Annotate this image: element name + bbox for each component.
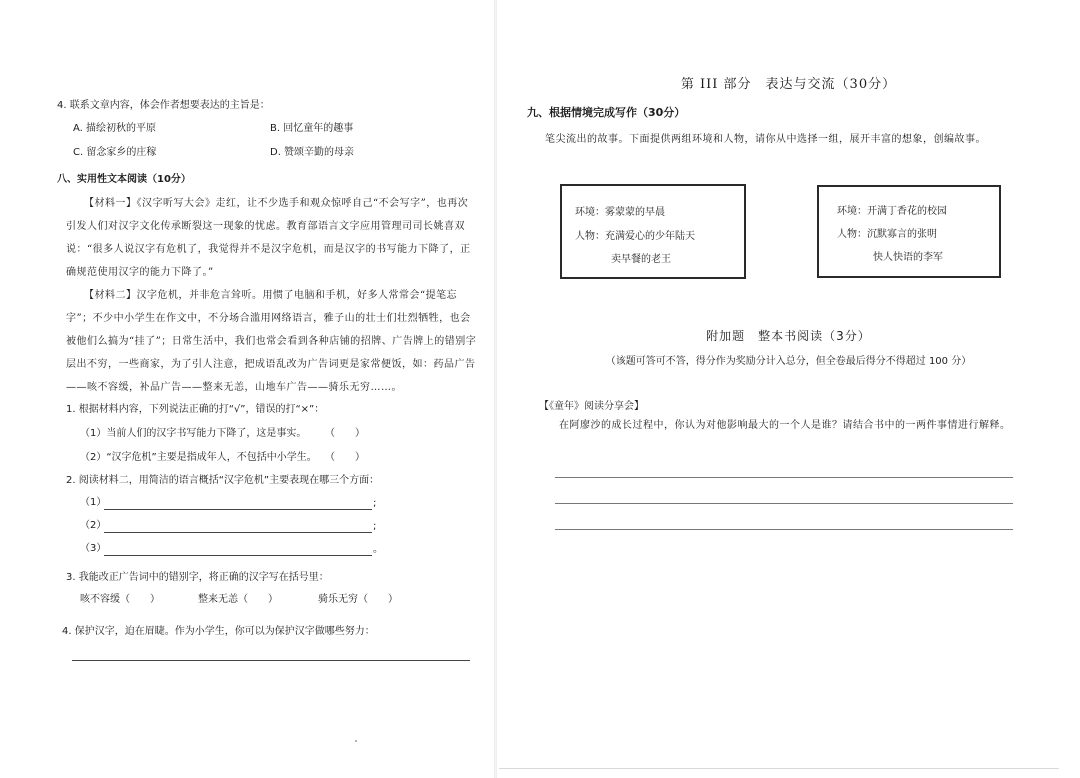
answer-line[interactable] — [104, 532, 372, 533]
scan-edge — [499, 768, 1059, 769]
bonus-subtitle: 【《童年》阅读分享会】 — [539, 401, 644, 412]
question-stem: 2. 阅读材料二，用简洁的语言概括“汉字危机”主要表现在哪三个方面： — [66, 475, 380, 486]
question-stem: 4. 联系文章内容，体会作者想要表达的主旨是： — [57, 100, 270, 111]
correction-item[interactable]: 骑乐无穷（ ） — [318, 594, 398, 605]
judge-item: （1）当前人们的汉字书写能力下降了，这是事实。 — [80, 428, 307, 439]
blank-end: ; — [373, 521, 377, 532]
correction-item[interactable]: 咳不容缓（ ） — [80, 594, 160, 605]
left-page — [0, 0, 495, 778]
answer-bracket[interactable]: （ ） — [325, 428, 365, 439]
section-heading: 九、根据情境完成写作（30分） — [527, 106, 686, 119]
judge-item: （2）“汉字危机”主要是指成年人，不包括中小学生。 — [80, 452, 317, 463]
section-heading: 八、实用性文本阅读（10分） — [57, 174, 191, 185]
bonus-question: 在阿廖沙的成长过程中，你认为对他影响最大的一个人是谁？请结合书中的一两件事情进行解释。 — [559, 420, 1011, 431]
blank-end: 。 — [373, 544, 383, 555]
bonus-heading: 附加题 整本书阅读（3分） — [706, 329, 871, 343]
correction-item[interactable]: 整来无恙（ ） — [198, 594, 278, 605]
box-line: 环境：雾蒙蒙的早晨 — [575, 207, 665, 218]
blank-end: ; — [373, 498, 377, 509]
option-c: C. 留念家乡的庄稼 — [73, 147, 157, 158]
writing-intro: 笔尖流出的故事。下面提供两组环境和人物，请你从中选择一组，展开丰富的想象，创编故事。 — [545, 134, 986, 145]
box-line: 环境：开满丁香花的校园 — [837, 206, 947, 217]
box-line: 卖早餐的老王 — [611, 254, 671, 265]
material-one: 【材料一】《汉字听写大会》走红，让不少选手和观众惊呼自己“不会写字”，也再次引发人们对汉字文化传承断裂这一现象的忧虑。教育部语言文字应用管理司司长姚喜双说：“很多人说汉字有危机了，我觉得并不是汉字危机，而是汉字的书写能力下降了，正确规范使用汉字的能力下降了。” — [66, 198, 471, 278]
bonus-note: （该题可答可不答，得分作为奖励分计入总分，但全卷最后得分不得超过 100 分） — [605, 356, 972, 367]
question-stem: 1. 根据材料内容，下列说法正确的打“√”，错误的打“×”： — [66, 404, 325, 415]
box-line: 人物：沉默寡言的张明 — [837, 229, 937, 240]
answer-line[interactable] — [555, 477, 1013, 478]
box-line: 人物：充满爱心的少年陆天 — [575, 231, 695, 242]
question-stem: 3. 我能改正广告词中的错别字，将正确的汉字写在括号里： — [66, 572, 329, 583]
option-d: D. 赞颂辛勤的母亲 — [270, 147, 355, 158]
answer-line[interactable] — [555, 503, 1013, 504]
answer-line[interactable] — [104, 555, 372, 556]
answer-line[interactable] — [555, 529, 1013, 530]
option-a: A. 描绘初秋的平原 — [73, 123, 157, 134]
answer-line[interactable] — [72, 660, 470, 661]
right-page — [497, 0, 1080, 778]
part-heading: 第 III 部分 表达与交流（30分） — [680, 77, 897, 92]
blank-label: （1） — [80, 497, 107, 508]
option-b: B. 回忆童年的趣事 — [270, 123, 354, 134]
blank-label: （2） — [80, 520, 107, 531]
box-line: 快人快语的李军 — [873, 252, 943, 263]
option-box-one[interactable] — [560, 184, 746, 279]
option-box-two[interactable] — [817, 185, 1001, 278]
answer-bracket[interactable]: （ ） — [325, 452, 365, 463]
question-stem: 4. 保护汉字，迫在眉睫。作为小学生，你可以为保护汉字做哪些努力： — [62, 626, 375, 637]
material-two: 【材料二】汉字危机，并非危言耸听。用惯了电脑和手机，好多人常常会“提笔忘字”；不少中小学生在作文中，不分场合滥用网络语言，雅子山的壮士们壮烈牺牲，也会被他们么搞为“挂了”；日常生活中，我们也常会看到各种店铺的招牌、广告牌上的错别字层出不穷，一些商家，为了引人注意，把成语乱改为广告词更是家常便饭，如：药品广告——咳不容缓，补品广告——整来无恙，山地车广告——骑乐无穷……。 — [66, 290, 477, 393]
blank-label: （3） — [80, 543, 107, 554]
scan-speck — [355, 740, 357, 742]
answer-line[interactable] — [104, 509, 372, 510]
